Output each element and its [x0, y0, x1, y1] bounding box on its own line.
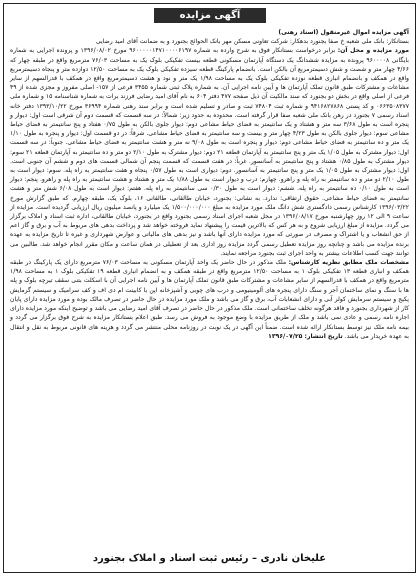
- subject-paragraph: [10, 46, 409, 258]
- publish-date: تاریخ انتشار: ۱۳۹۶/۰۷/۲۵: [268, 332, 343, 340]
- notice-title: آگهی مزایده: [154, 8, 266, 23]
- subject-label: مورد مزایده و محل آن:: [337, 47, 409, 55]
- specs-text: ملک مذکور در حال حاضر یک واحد آپارتمان مسکونی به مساحت ۷۶/۰۳ مترمربع دارای یک پارکینگ در طبقه همکف و انباری قطعه ۱۳ تفکیکی بلوک ۱ به مساحت ۱۲/۵۰ مترمربع واقع در طبقه همکف و به انضمام انباری قطعه ۱۹ تفکیکی بلوک ۱ به مساحت ۱/۹۸ مترمربع واقع در همکف با قدرالسهم از سایر مشاعات و مشترکات طبق قانون تملک آپارتمان ها و آیین نامه اجرایی آن با اسکلت بتنی سقف تیرچه بلوک و پله ها با سنگ و نمای ساختمان آجر و سنگ دارای پنجره های آلومینیومی و درب های چوبی و آشپزخانه اپن با کابینت ام دی اف و کف سرامیک و سیستم گرمایش پکیج و سیستم سرمایش کولر آبی و دارای انشعابات آب، برق و گاز می باشد و ملک مورد مزایده در حال حاضر در تصرف مالک بوده و مورد مزایده دارای پایان کار از شهرداری بجنورد و فاقد هرگونه تخلف ساختمانی است. ملک مذکور در حال حاضر در تصرف آقای امید رضایی می باشد و توضیح اینکه مورد مزایده دارای اجاره نامه رسمی و عادی نمی باشد و ملک از طریق مزایده با وضع موجود به فروش می رسد. طبق اعلام بستانکار مزایده به شرح فوق برگزار می گردد و بیمه نامه ملک نیز توسط بستانکار ارائه شده است. ضمناً این آگهی در یک نوبت در روزنامه محلی منتشر می گردد و هزینه های قانونی مربوط به نقل و انتقال به عهده خریدار می باشد.: [10, 259, 409, 340]
- specs-paragraph: [10, 258, 409, 341]
- specs-label: مشخصات ملک مطابق نظریه کارشناس:: [288, 259, 410, 267]
- parties-line: بستانکار: بانک ملی شعبه خ صفا بجنورد بدهکار: شرکت تعاونی مسکن مهر بانک الحوائج بجنورد و به ضمانت آقای امید رضایی: [95, 38, 409, 46]
- signature: علیخان نادری – رئیس ثبت اسناد و املاک بجنورد: [92, 553, 327, 564]
- case-title: آگهی مزایده اموال غیرمنقول (اسناد رهنی): [278, 29, 409, 36]
- subject-text: برابر درخواست بستانکار فوق به شرح وارده به شماره ۹۶۰۰۰۰۰۱۴۷۱۰۰۰۰۶۱۹۷ مورخ ۱۳۹۶/۰۸/۰۲ و پرونده اجرایی به شماره بایگانی ۹۶۰۰۰۰۸ پرونده به مزایده ششدانگ یک دستگاه آپارتمان مسکونی قطعه بیست تفکیکی بلوک یک به مساحت ۷۶/۰۳ مترمربع واقع در طبقه چهار که ۴/۶۶ چهار متر و شصت و شش دسیمترمربع آن بالکن است. بانضمام پارکینگ قطعه سیزده تفکیکی بلوک یک به مساحت ۱۲/۵۰ دوازده متر و پنجاه دسیمترمربع واقع در همکف و بانضمام انباری قطعه نوزده تفکیکی بلوک یک به مساحت ۱/۹۸ یک متر و نود و هشت دسیمترمربع واقع در همکف با قدرالسهم از سایر مشاعات و مشترکات طبق قانون تملک آپارتمان ها و آیین نامه اجرایی آن. به شماره پلاک ثبتی شماره ۳۴۵۵ فرعی از ۱۵۷- اصلی مفروز و مجزی شده از ۴۹ فرعی از اصلی واقع در بخش دو بجنورد که سند مالکیت آن ذیل صفحه ۴۷۷ دفتر ۶۰۴ به نام آقای امید رضایی فرزند برات به شماره شناسنامه ۱۵ و شماره ملی ۰۶۶۳۵۰۸۳۷۷ و کد پستی ۹۴۱۶۸۲۷۸۶۸ و شماره ثبت ۷۴۸۰۴ ثبت و صادر و تسلیم شده است و برابر سند رهنی شماره ۳۶۹۹۴ مورخ ۱۳۹۳/۱۰/۲۲ دفتر خانه اسناد رسمی ۷ بجنورد در رهن بانک ملی شعبه صفا قرار گرفته است. محدوده به حدود زیر: شمالاً: در سه قسمت که قسمت دوم آن شرقی است اول: دیوار و پنجره است به طول ۳/۶۸ سه متر و هشتاد و یک سانتیمتر به فضای حیاط مشاعی دوم: دیوار جلوی بالکن به طول ۰/۷۵ هفتاد و پنج سانتیمتر به فضای حیاط مشاعی سوم: دیوار جلوی بالکن به طول ۴/۲۳ چهار متر و بیست و سه سانتیمتر به فضای حیاط مشاعی. شرقاً: در دو قسمت اول: دیوار و پنجره به طول ۱/۱۰ یک متر و ده سانتیمتر به فضای حیاط مشاعی دوم: دیوار و پنجره است به طول ۹/۰۸ نه متر و هشت سانتیمتر به فضای حیاط مشاعی. جنوباً: در سه قسمت اول: دیوار مشترک به طول ۱/۰۵ یک متر و پنج سانتیمتر به آپارتمان قطعه ۲۱ دوم: دیوار مشترک به طول ۲/۱۰ دو متر و ده سانتیمتر به آپارتمان قطعه ۲۱ سوم: دیوار مشترک به طول ۰/۸۵ هشتاد و پنج سانتیمتر به آسانسور. غرباً: در هفت قسمت که قسمت پنجم آن شمالی قسمت های دوم و ششم آن جنوبی است. اول: دیوار مشترک به طول ۱/۰۵ یک متر و پنج سانتیمتر به آسانسور. دوم: دیواری است به طول ۰/۵۷ پنجاه و هفت سانتیمتر به راه پله. سوم: دیوار است به طول ۲/۱۰ دو متر و ده سانتیمتر به راه پله و راهرو. چهارم: درب و دیوار است به طول ۱/۸۸ یک متر و هشتاد و هشت سانتیمتر به راه پله و راهرو. پنجم: دیوار است به طول ۰/۱۰ ده سانتیمتر به راه پله. ششم: دیوار است به طول ۰/۳۰ سی سانتیمتر به راه پله. هفتم: دیوار است به طول ۶/۰۸ شش متر و هشت سانتیمتر به فضای حیاط مشاعی. حقوق ارتفاقی: ندارد. به نشانی: بجنورد، خیابان طالقانی، طالقانی ۱۶، بلوک یک، طبقه چهارم. که طبق گزارش مورخ ۱۳۹۶/۰۳/۲۲ کارشناس رسمی دادگستری شش دانگ ملک مورد مزایده به مبلغ ۱/۵۰۰/۰۰۰/۰۰۰ یک میلیارد و پانصد میلیون ریال ارزیابی گردیده است. مزایده از ساعت ۹ الی ۱۲ روز چهارشنبه مورخ ۱۳۹۶/۰۸/۱۷ در محل شعبه اجرای اسناد رسمی بجنورد واقع در بجنورد، خیابان طالقانی، اداره ثبت اسناد و املاک برگزار می گردد. مزایده از مبلغ ارزیابی شروع و به هر کس که بالاترین قیمت را پیشنهاد نماید فروخته خواهد شد و پرداخت بدهی های مربوط به آب و برق و گاز اعم از حق انشعاب و یا اشتراک و مصرف در صورتی که مورد مزایده دارای آنها باشد و نیز بدهی های مالیاتی و عوارض شهرداری و غیره تا تاریخ مزایده به عهده برنده مزایده می باشد و چنانچه روز مزایده تعطیل رسمی گردد مزایده روز اداری بعد از تعطیلی در همان ساعت و مکان مقرر انجام خواهد شد. طالبین می توانند جهت کسب اطلاعات بیشتر به واحد اجرای ثبت بجنورد مراجعه نمایند.: [10, 47, 410, 257]
- auction-notice: [3, 3, 416, 573]
- notice-body: [10, 28, 409, 341]
